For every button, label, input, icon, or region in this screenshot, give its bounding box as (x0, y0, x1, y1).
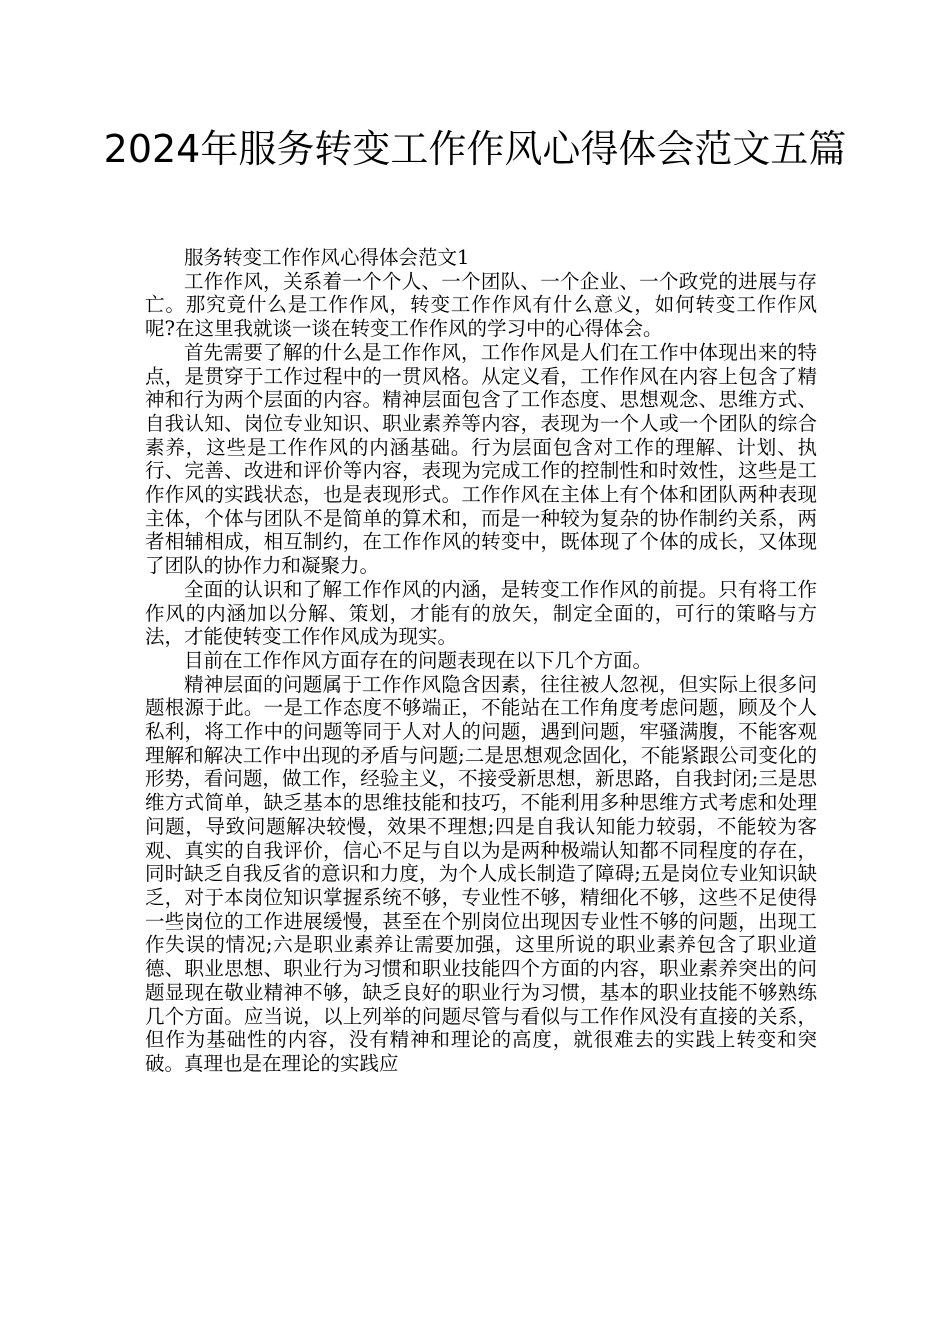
paragraph: 工作作风，关系着一个个人、一个团队、一个企业、一个政党的进展与存亡。那究竟什么是工作作风，转变工作作风有什么意义，如何转变工作作风呢?在这里我就谈一谈在转变工作作风的学习中的心得体会。 (145, 269, 817, 341)
document-title: 2024年服务转变工作作风心得体会范文五篇 (103, 127, 847, 171)
paragraph: 全面的认识和了解工作作风的内涵，是转变工作作风的前提。只有将工作作风的内涵加以分解、策划，才能有的放矢，制定全面的，可行的策略与方法，才能使转变工作作风成为现实。 (145, 577, 817, 649)
paragraph-section-heading: 服务转变工作作风心得体会范文1 (184, 246, 470, 269)
paragraph: 首先需要了解的什么是工作作风，工作作风是人们在工作中体现出来的特点，是贯穿于工作过程中的一贯风格。从定义看，工作作风在内容上包含了精神和行为两个层面的内容。精神层面包含了工作态度、思想观念、思维方式、自我认知、岗位专业知识、职业素养等内容，表现为一个人或一个团队的综合素养，这些是工作作风的内涵基础。行为层面包含对工作的理解、计划、执行、完善、改进和评价等内容，表现为完成工作的控制性和时效性，这些是工作作风的实践状态，也是表现形式。工作作风在主体上有个体和团队两种表现主体，个体与团队不是简单的算术和，而是一种较为复杂的协作制约关系，两者相辅相成，相互制约，在工作作风的转变中，既体现了个体的成长，又体现了团队的协作力和凝聚力。 (145, 340, 817, 578)
paragraph: 目前在工作作风方面存在的问题表现在以下几个方面。 (184, 648, 653, 672)
document-body (145, 246, 817, 1076)
paragraph: 精神层面的问题属于工作作风隐含因素，往往被人忽视，但实际上很多问题根源于此。一是工作态度不够端正，不能站在工作角度考虑问题，顾及个人私利，将工作中的问题等同于人对人的问题，遇到问题，牢骚满腹，不能客观理解和解决工作中出现的矛盾与问题;二是思想观念固化，不能紧跟公司变化的形势，看问题，做工作，经验主义，不接受新思想，新思路，自我封闭;三是思维方式简单，缺乏基本的思维技能和技巧，不能利用多种思维方式考虑和处理问题，导致问题解决较慢，效果不理想;四是自我认知能力较弱，不能较为客观、真实的自我评价，信心不足与自以为是两种极端认知都不同程度的存在，同时缺乏自我反省的意识和力度，为个人成长制造了障碍;五是岗位专业知识缺乏，对于本岗位知识掌握系统不够，专业性不够，精细化不够，这些不足使得一些岗位的工作进展缓慢，甚至在个别岗位出现因专业性不够的问题，出现工作失误的情况;六是职业素养让需要加强，这里所说的职业素养包含了职业道德、职业思想、职业行为习惯和职业技能四个方面的内容，职业素养突出的问题显现在敬业精神不够，缺乏良好的职业行为习惯，基本的职业技能不够熟练几个方面。应当说，以上列举的问题尽管与看似与工作作风没有直接的关系，但作为基础性的内容，没有精神和理论的高度，就很难去的实践上转变和突破。真理也是在理论的实践应 (145, 672, 817, 1075)
